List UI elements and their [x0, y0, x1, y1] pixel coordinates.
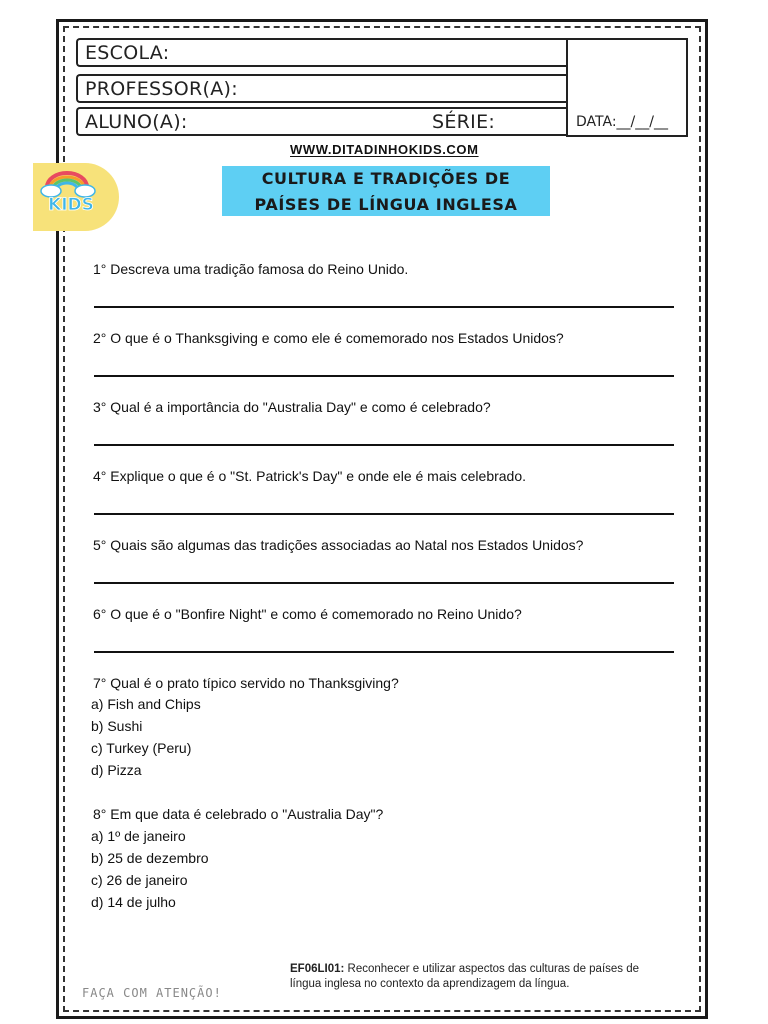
kids-logo	[33, 159, 119, 234]
answer-line-1[interactable]	[94, 306, 674, 308]
footer-skill	[290, 962, 670, 992]
question-3: 3° Qual é a importância do "Australia Day" e como é celebrado?	[93, 399, 491, 415]
question-8-option-a[interactable]: a) 1º de janeiro	[91, 828, 186, 844]
question-4: 4° Explique o que é o "St. Patrick's Day" e onde ele é mais celebrado.	[93, 468, 527, 484]
answer-line-2[interactable]	[94, 375, 674, 377]
question-2: 2° O que é o Thanksgiving e como ele é comemorado nos Estados Unidos?	[93, 330, 564, 346]
answer-line-5[interactable]	[94, 582, 674, 584]
question-1: 1° Descreva uma tradição famosa do Reino Unido.	[93, 261, 409, 277]
date-label: DATA:__/__/__	[576, 114, 668, 130]
question-5: 5° Quais são algumas das tradições associadas ao Natal nos Estados Unidos?	[93, 537, 584, 553]
student-label: ALUNO(A):	[85, 111, 188, 133]
question-8: 8° Em que data é celebrado o "Australia Day"?	[93, 806, 384, 822]
grade-label: SÉRIE:	[432, 111, 496, 133]
teacher-label: PROFESSOR(A):	[85, 78, 238, 100]
student-field[interactable]	[76, 107, 568, 136]
answer-line-4[interactable]	[94, 513, 674, 515]
answer-line-3[interactable]	[94, 444, 674, 446]
teacher-field[interactable]	[76, 74, 568, 103]
worksheet-title	[222, 166, 550, 216]
question-8-option-d[interactable]: d) 14 de julho	[91, 894, 176, 910]
school-field[interactable]	[76, 38, 568, 67]
date-box[interactable]	[566, 38, 688, 137]
question-7-option-c[interactable]: c) Turkey (Peru)	[91, 740, 192, 756]
question-6: 6° O que é o "Bonfire Night" e como é comemorado no Reino Unido?	[93, 606, 522, 622]
question-8-option-c[interactable]: c) 26 de janeiro	[91, 872, 188, 888]
school-label: ESCOLA:	[85, 42, 170, 64]
website-link[interactable]: WWW.DITADINHOKIDS.COM	[290, 142, 479, 157]
logo-text: KIDS	[48, 195, 94, 215]
title-line-2: PAÍSES DE LÍNGUA INGLESA	[254, 195, 518, 214]
answer-line-6[interactable]	[94, 651, 674, 653]
question-7: 7° Qual é o prato típico servido no Thanksgiving?	[93, 675, 399, 691]
question-7-option-b[interactable]: b) Sushi	[91, 718, 143, 734]
title-line-1: CULTURA E TRADIÇÕES DE	[261, 169, 511, 188]
footer-attention-note: FAÇA COM ATENÇÃO!	[82, 986, 222, 1000]
question-7-option-a[interactable]: a) Fish and Chips	[91, 696, 201, 712]
question-8-option-b[interactable]: b) 25 de dezembro	[91, 850, 209, 866]
skill-text: Reconhecer e utilizar aspectos das culturas de países de língua inglesa no contexto da aprendizagem da língua.	[290, 963, 640, 990]
skill-code: EF06LI01:	[290, 963, 345, 975]
question-7-option-d[interactable]: d) Pizza	[91, 762, 142, 778]
